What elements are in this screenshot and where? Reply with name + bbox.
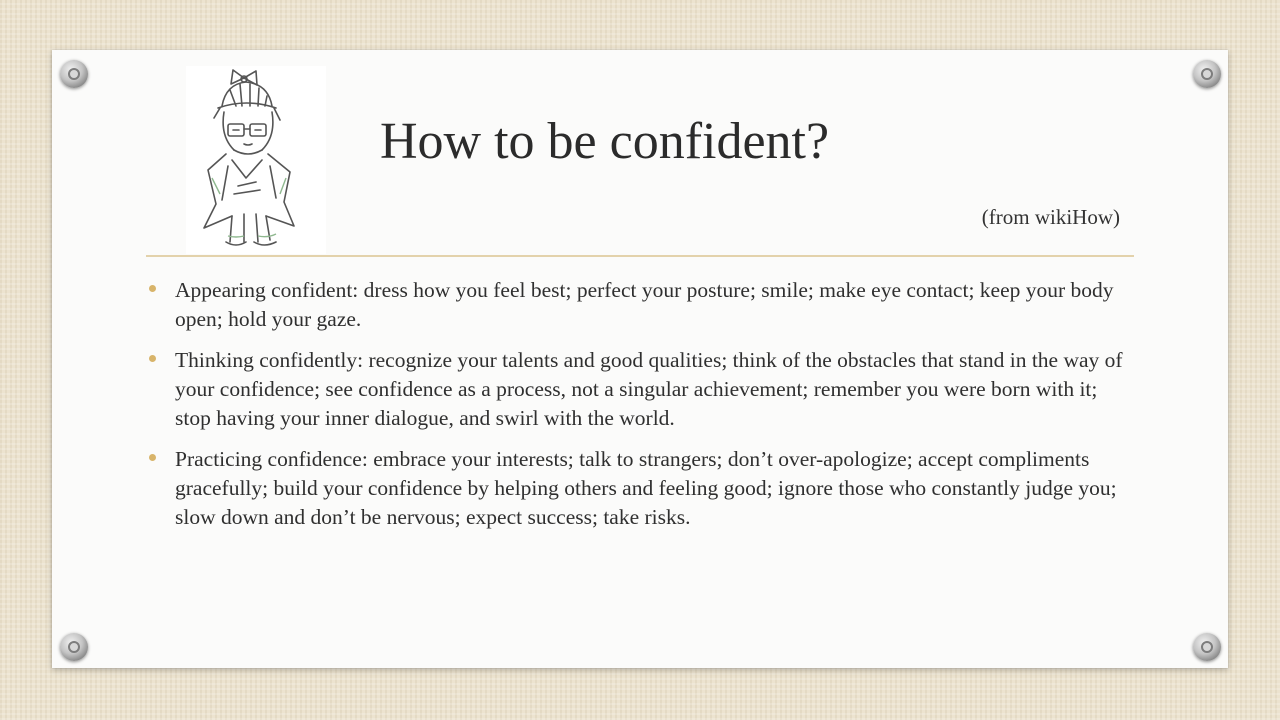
pushpin-icon: [1193, 60, 1221, 88]
slide-title: How to be confident?: [380, 113, 830, 170]
bullet-icon: [149, 454, 156, 461]
pushpin-icon: [1193, 633, 1221, 661]
bullet-text: Practicing confidence: embrace your interests; talk to strangers; don’t over-apologize; accept compliments gracefully; build your confidence by helping others and feeling good; ignore those who constantly judge you; slow down and don’t be nervous; expect success; take risks.: [175, 447, 1117, 529]
list-item: [146, 445, 1136, 532]
pushpin-icon: [60, 633, 88, 661]
list-item: [146, 346, 1136, 433]
title-divider: [146, 255, 1134, 257]
bullet-text: Thinking confidently: recognize your talents and good qualities; think of the obstacles that stand in the way of your confidence; see confidence as a process, not a singular achievement; remember you were born with it; stop having your inner dialogue, and swirl with the world.: [175, 348, 1123, 430]
pushpin-icon: [60, 60, 88, 88]
bullet-text: Appearing confident: dress how you feel best; perfect your posture; smile; make eye contact; keep your body open; hold your gaze.: [175, 278, 1114, 331]
bullet-icon: [149, 355, 156, 362]
detective-sketch-icon: [186, 66, 326, 254]
bullet-icon: [149, 285, 156, 292]
bullet-list: [146, 276, 1136, 544]
source-note: (from wikiHow): [981, 205, 1120, 229]
list-item: [146, 276, 1136, 334]
